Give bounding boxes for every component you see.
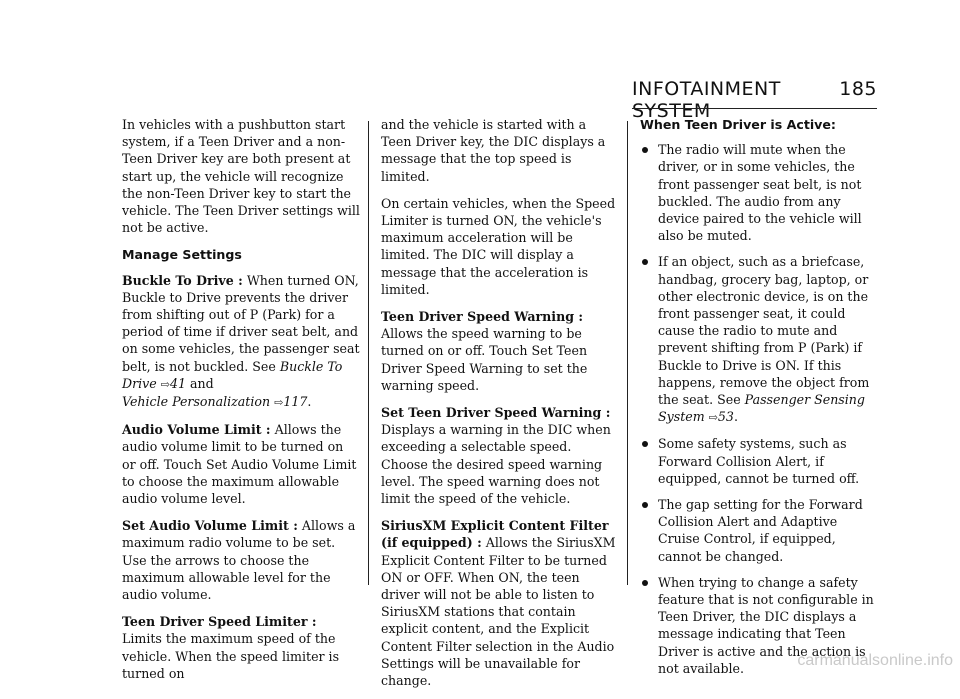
set-speed-warning-paragraph [381, 404, 619, 507]
page-ref-arrow-icon: ⇨ [708, 411, 718, 425]
bullet-icon [642, 502, 648, 508]
column-left [122, 116, 360, 692]
buckle-to-drive-term: Buckle To Drive : [122, 272, 243, 288]
column-middle [381, 116, 619, 699]
active-conditions-list [640, 141, 878, 677]
speed-warning-paragraph [381, 308, 619, 394]
set-speed-warning-text: Displays a warning in the DIC when exceeding a selectable speed. Choose the desired speed warning level. The speed warning does not limit the speed of the vehicle. [381, 422, 611, 507]
page-ref-arrow-icon: ⇨ [160, 377, 170, 391]
speed-limiter-text: Limits the maximum speed of the vehicle. When the speed limiter is turned on [122, 631, 340, 681]
page-ref-arrow-icon: ⇨ [274, 396, 284, 410]
list-item-text: Some safety systems, such as Forward Collision Alert, if equipped, cannot be turned off. [658, 436, 860, 486]
passenger-sensing-page[interactable]: 53 [717, 409, 734, 425]
column-right [640, 116, 878, 686]
buckle-to-drive-link[interactable]: Buckle To Drive [122, 358, 343, 391]
manage-settings-heading: Manage Settings [122, 247, 242, 263]
audio-volume-limit-text: Allows the audio volume limit to be turned on or off. Touch Set Audio Volume Limit to choose the maximum allowable audio volume level. [122, 422, 357, 507]
and-text: and [190, 375, 214, 391]
page-header [632, 78, 877, 122]
list-item-text: The radio will mute when the driver, or in some vehicles, the front passenger seat belt, is not buckled. The audio from any device paired to the vehicle will also be muted. [658, 142, 862, 244]
column-divider [627, 121, 628, 585]
vehicle-personalization-page[interactable]: 117 [283, 394, 308, 410]
watermark: carmanualsonline.info [797, 652, 953, 669]
vehicle-personalization-link[interactable]: Vehicle Personalization [122, 394, 271, 410]
list-item-text: The gap setting for the Forward Collision Alert and Adaptive Cruise Control, if equipped, cannot be changed. [658, 497, 863, 564]
column-divider [368, 121, 369, 585]
list-item [640, 435, 878, 487]
bullet-icon [642, 147, 648, 153]
list-item-text: When trying to change a safety feature that is not configurable in Teen Driver, the DIC displays a message indicating that Teen Driver is active and the action is not available. [658, 574, 874, 676]
passenger-sensing-link[interactable]: Passenger Sensing System [658, 392, 865, 425]
siriusxm-filter-text: Allows the SiriusXM Explicit Content Filter to be turned ON or OFF. When ON, the teen driver will not be able to listen to SiriusXM stations that contain explicit content, and the Explicit Content Filter selection in the Audio Settings will be unavailable for change. [381, 535, 616, 689]
list-item-text: If an object, such as a briefcase, handbag, grocery bag, laptop, or other electronic device, is on the front passenger seat, it could cause the radio to mute and prevent shifting from P (Park) if Buckle to Drive is ON. If this happens, remove the object from the seat. See [658, 254, 870, 408]
speed-limiter-paragraph [122, 613, 360, 682]
list-item [640, 141, 878, 244]
speed-limiter-term: Teen Driver Speed Limiter : [122, 614, 317, 630]
section-title: INFOTAINMENT SYSTEM [632, 78, 781, 122]
speed-limiter-continued: and the vehicle is started with a Teen Driver key, the DIC displays a message that the top speed is limited. [381, 117, 606, 184]
page-number: 185 [839, 78, 877, 100]
teen-driver-active-heading: When Teen Driver is Active: [640, 117, 836, 132]
set-audio-volume-limit-term: Set Audio Volume Limit : [122, 518, 298, 534]
buckle-to-drive-paragraph: Buckle To Drive : When turned ON, Buckle to Drive prevents the driver from shifting out of P (Park) for a period of time if driver seat belt, and on some vehicles, the passenger seat belt, is not buckled. See Buckle To Drive ⇨41 and Vehicle Personalization ⇨117. [122, 272, 360, 410]
set-speed-warning-term: Set Teen Driver Speed Warning : [381, 405, 611, 421]
bullet-icon [642, 580, 648, 586]
set-audio-volume-limit-text: Allows a maximum radio volume to be set. Use the arrows to choose the maximum allowable level for the audio volume. [122, 518, 356, 603]
header-rule [632, 108, 877, 109]
buckle-to-drive-page[interactable]: 41 [169, 375, 186, 391]
acceleration-paragraph: On certain vehicles, when the Speed Limiter is turned ON, the vehicle's maximum acceleration will be limited. The DIC will display a message that the acceleration is limited. [381, 195, 616, 297]
siriusxm-filter-term: SiriusXM Explicit Content Filter (if equipped) : [381, 518, 609, 551]
list-item [640, 496, 878, 565]
list-item: If an object, such as a briefcase, handbag, grocery bag, laptop, or other electronic device, is on the front passenger seat, it could cause the radio to mute and prevent shifting from P (Park) if Buckle to Drive is ON. If this happens, remove the object from the seat. See Passenger Sensing System ⇨53. [640, 253, 878, 426]
set-audio-volume-limit-paragraph [122, 517, 360, 603]
buckle-to-drive-text: When turned ON, Buckle to Drive prevents the driver from shifting out of P (Park) for a period of time if driver seat belt, and on some vehicles, the passenger seat belt, is not buckled. See [122, 272, 360, 374]
audio-volume-limit-term: Audio Volume Limit : [122, 422, 271, 438]
speed-warning-text: Allows the speed warning to be turned on or off. Touch Set Teen Driver Speed Warning to set the warning speed. [381, 326, 588, 393]
bullet-icon [642, 259, 648, 265]
speed-warning-term: Teen Driver Speed Warning : [381, 309, 584, 325]
intro-paragraph: In vehicles with a pushbutton start system, if a Teen Driver and a non-Teen Driver key are both present at start up, the vehicle will recognize the non-Teen Driver key to start the vehicle. The Teen Driver settings will not be active. [122, 117, 360, 236]
bullet-icon [642, 441, 648, 447]
audio-volume-limit-paragraph [122, 421, 360, 507]
